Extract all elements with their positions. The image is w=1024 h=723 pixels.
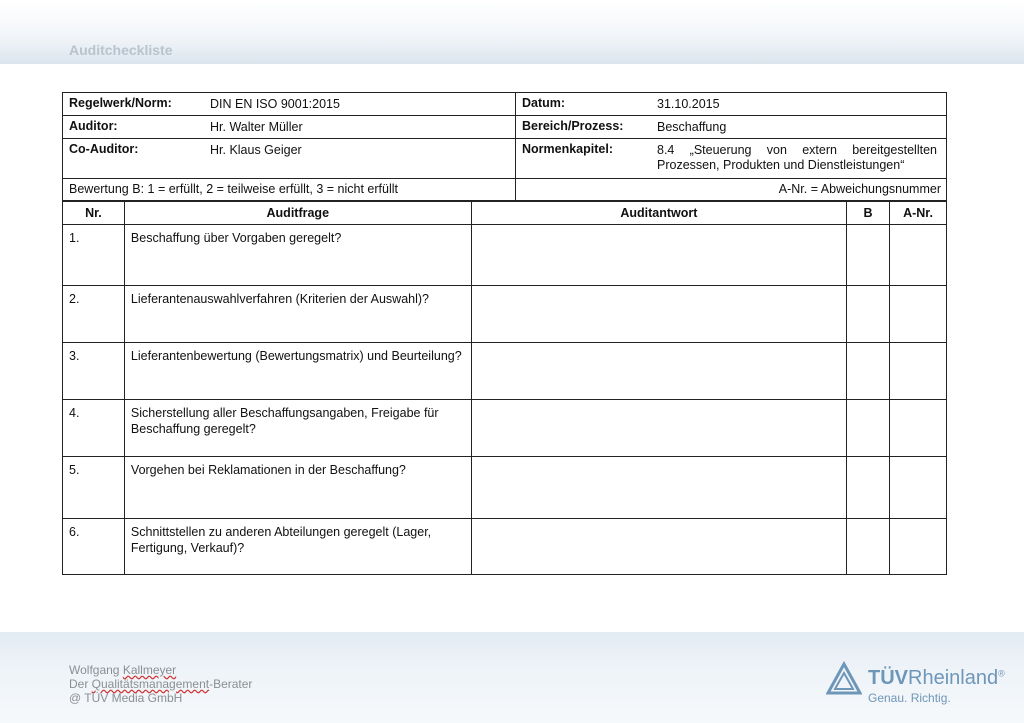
row-deviation-number[interactable] [890, 343, 947, 400]
footer-role-line [69, 677, 252, 691]
row-question: Lieferantenauswahlverfahren (Kriterien der Auswahl)? [124, 286, 471, 343]
header-b: B [847, 202, 890, 225]
logo-registered: ® [998, 668, 1005, 679]
auditor-label: Auditor: [69, 119, 118, 133]
footer-role-word: Qualitätsmanagement [91, 677, 210, 691]
row-question: Beschaffung über Vorgaben geregelt? [124, 225, 471, 286]
row-rating[interactable] [847, 343, 890, 400]
bewertung-note: Bewertung B: 1 = erfüllt, 2 = teilweise erfüllt, 3 = nicht erfüllt [69, 182, 398, 196]
normenkapitel-value: 8.4 „Steuerung von extern bereitgestellten Prozessen, Produkten und Dienstleistungen“ [657, 143, 937, 172]
row-nr: 1. [63, 225, 125, 286]
anr-cell [516, 179, 947, 201]
coauditor-value: Hr. Klaus Geiger [210, 143, 302, 157]
footer-author-line [69, 663, 252, 677]
normenkapitel-label: Normenkapitel: [522, 142, 613, 156]
row-nr: 5. [63, 457, 125, 519]
row-rating[interactable] [847, 519, 890, 575]
auditor-value: Hr. Walter Müller [210, 120, 303, 134]
logo-brand-rest: Rheinland [908, 667, 999, 689]
row-answer[interactable] [471, 343, 846, 400]
table-row [63, 343, 947, 400]
bewertung-cell [63, 179, 516, 201]
logo-tagline: Genau. Richtig. [868, 691, 951, 705]
auditor-cell [63, 116, 516, 139]
anr-note: A-Nr. = Abweichungsnummer [778, 182, 941, 196]
footer-author-last: Kallmeyer [122, 663, 177, 677]
footer-author-first: Wolfgang [69, 663, 123, 677]
row-deviation-number[interactable] [890, 457, 947, 519]
row-deviation-number[interactable] [890, 225, 947, 286]
row-answer[interactable] [471, 457, 846, 519]
tuv-rheinland-logo [826, 661, 1005, 709]
table-row [63, 400, 947, 457]
row-question: Lieferantenbewertung (Bewertungsmatrix) und Beurteilung? [124, 343, 471, 400]
table-row [63, 225, 947, 286]
audit-question-table [62, 201, 947, 575]
header-auditantwort: Auditantwort [471, 202, 846, 225]
row-nr: 4. [63, 400, 125, 457]
footer-author-block [69, 663, 252, 705]
table-row [63, 286, 947, 343]
logo-brand-bold: TÜV [868, 667, 908, 689]
audit-info-table [62, 92, 947, 201]
footer-role-suffix: -Berater [209, 677, 253, 691]
table-row [63, 457, 947, 519]
regelwerk-cell [63, 93, 516, 116]
logo-brand [868, 667, 1005, 690]
row-nr: 3. [63, 343, 125, 400]
normenkapitel-cell [516, 139, 947, 179]
tuv-triangle-icon [826, 661, 862, 697]
table-header-row [63, 202, 947, 225]
row-nr: 2. [63, 286, 125, 343]
row-question: Sicherstellung aller Beschaffungsangaben, Freigabe für Beschaffung geregelt? [124, 400, 471, 457]
row-rating[interactable] [847, 225, 890, 286]
row-answer[interactable] [471, 225, 846, 286]
row-rating[interactable] [847, 400, 890, 457]
row-nr: 6. [63, 519, 125, 575]
header-auditfrage: Auditfrage [124, 202, 471, 225]
bereich-label: Bereich/Prozess: [522, 119, 624, 133]
bereich-value: Beschaffung [657, 120, 727, 134]
footer-publisher-line: @ TÜV Media GmbH [69, 691, 183, 705]
row-answer[interactable] [471, 519, 846, 575]
datum-label: Datum: [522, 96, 566, 110]
row-answer[interactable] [471, 400, 846, 457]
footer-role-prefix: Der [69, 677, 92, 691]
row-deviation-number[interactable] [890, 400, 947, 457]
row-question: Schnittstellen zu anderen Abteilungen geregelt (Lager, Fertigung, Verkauf)? [124, 519, 471, 575]
datum-value: 31.10.2015 [657, 97, 720, 111]
bereich-cell [516, 116, 947, 139]
header-nr: Nr. [63, 202, 125, 225]
coauditor-label: Co-Auditor: [69, 142, 139, 156]
datum-cell [516, 93, 947, 116]
slide-title: Auditcheckliste [69, 42, 173, 58]
coauditor-cell [63, 139, 516, 179]
regelwerk-label: Regelwerk/Norm: [69, 96, 172, 110]
table-row [63, 519, 947, 575]
row-deviation-number[interactable] [890, 286, 947, 343]
row-deviation-number[interactable] [890, 519, 947, 575]
row-answer[interactable] [471, 286, 846, 343]
header-anr: A-Nr. [890, 202, 947, 225]
row-rating[interactable] [847, 457, 890, 519]
row-question: Vorgehen bei Reklamationen in der Beschaffung? [124, 457, 471, 519]
row-rating[interactable] [847, 286, 890, 343]
regelwerk-value: DIN EN ISO 9001:2015 [210, 97, 340, 111]
